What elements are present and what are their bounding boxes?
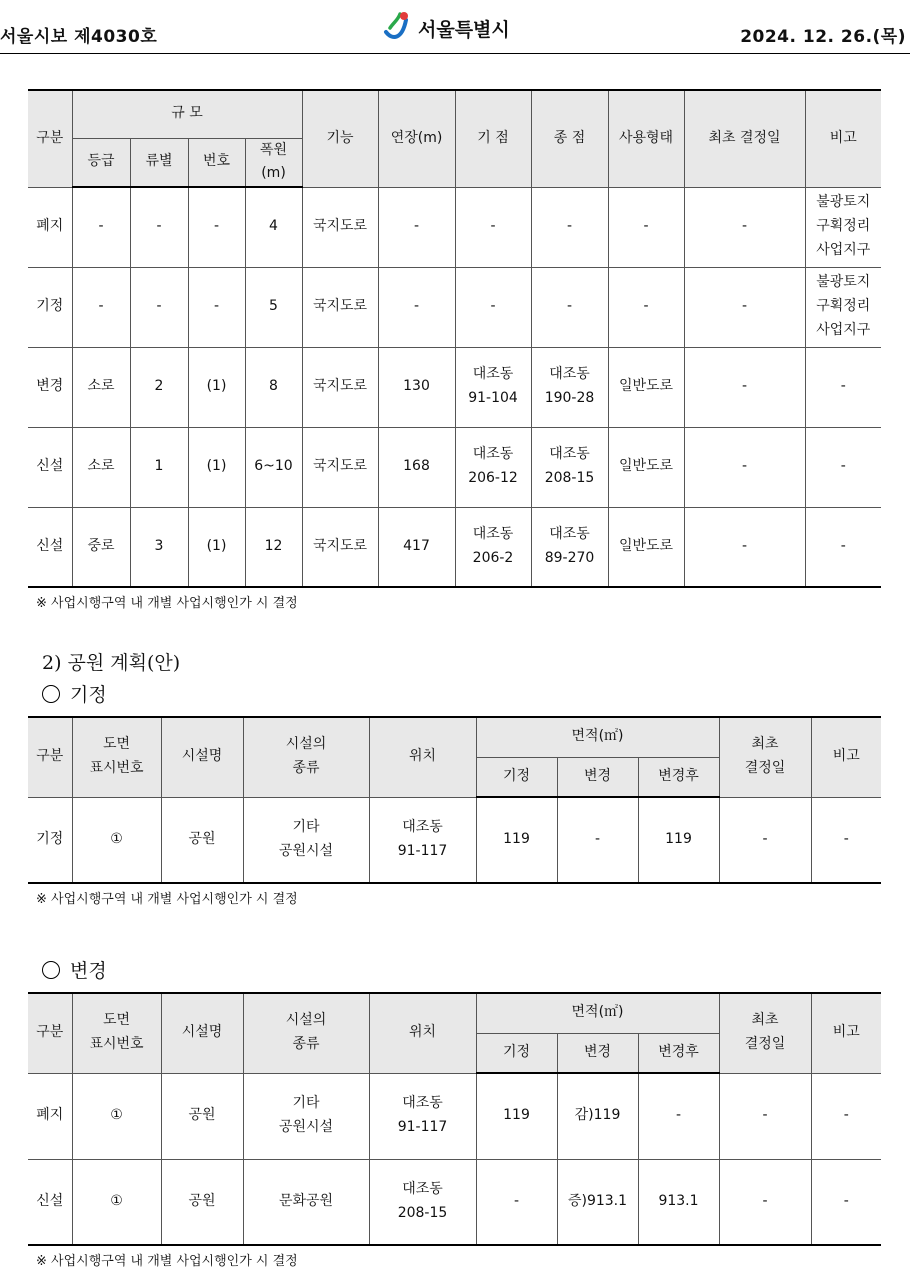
header-drawing-no: 도면 표시번호 bbox=[72, 993, 161, 1073]
table-row bbox=[28, 507, 881, 587]
table-cell: 공원 bbox=[161, 797, 243, 883]
table-cell: 대조동 89-270 bbox=[531, 507, 608, 587]
header-remark: 비고 bbox=[811, 717, 881, 797]
header-length: 연장(m) bbox=[378, 90, 455, 187]
table-cell: - bbox=[811, 1159, 881, 1245]
park-change-note: ※ 사업시행구역 내 개별 사업시행인가 시 결정 bbox=[36, 1254, 298, 1269]
table-cell: 증)913.1 bbox=[557, 1159, 638, 1245]
header-gubun: 구분 bbox=[28, 993, 72, 1073]
park-existing-title-text: 기정 bbox=[70, 684, 107, 706]
header-remark: 비고 bbox=[811, 993, 881, 1073]
header-area: 면적(㎡) bbox=[476, 993, 719, 1033]
table-cell: 일반도로 bbox=[608, 347, 684, 427]
header-facility: 시설명 bbox=[161, 717, 243, 797]
table-cell: 국지도로 bbox=[302, 507, 378, 587]
table-cell: (1) bbox=[188, 507, 245, 587]
header-scale: 규 모 bbox=[72, 90, 302, 138]
table-cell: 기타 공원시설 bbox=[243, 797, 369, 883]
table-cell: 8 bbox=[245, 347, 302, 427]
park-change-table bbox=[28, 992, 881, 1246]
header-first-date: 최초 결정일 bbox=[719, 993, 811, 1073]
table-cell: 국지도로 bbox=[302, 187, 378, 267]
circle-icon bbox=[42, 961, 60, 979]
table-cell: - bbox=[455, 187, 531, 267]
table-cell: ① bbox=[72, 1159, 161, 1245]
park-existing-table bbox=[28, 716, 881, 884]
table-cell: 5 bbox=[245, 267, 302, 347]
table-cell: 중로 bbox=[72, 507, 130, 587]
table-cell: 일반도로 bbox=[608, 507, 684, 587]
table-cell: 대조동 206-12 bbox=[455, 427, 531, 507]
table-row bbox=[28, 187, 881, 267]
table-cell: - bbox=[72, 267, 130, 347]
table-cell: 대조동 208-15 bbox=[531, 427, 608, 507]
table-cell: 폐지 bbox=[28, 187, 72, 267]
bulletin-date: 2024. 12. 26.(목) bbox=[740, 27, 906, 47]
table-cell: 기정 bbox=[28, 267, 72, 347]
table-cell: 대조동 208-15 bbox=[369, 1159, 476, 1245]
seoul-emblem-icon bbox=[380, 10, 414, 46]
table-cell: - bbox=[130, 187, 188, 267]
table-cell: 1 bbox=[130, 427, 188, 507]
header-area-after: 변경후 bbox=[638, 757, 719, 797]
table-cell: 대조동 206-2 bbox=[455, 507, 531, 587]
header-area-change: 변경 bbox=[557, 757, 638, 797]
table-cell: 신설 bbox=[28, 507, 72, 587]
table-cell: 6~10 bbox=[245, 427, 302, 507]
header-area: 면적(㎡) bbox=[476, 717, 719, 757]
header-width: 폭원 (m) bbox=[245, 138, 302, 187]
table-cell: 대조동 190-28 bbox=[531, 347, 608, 427]
table-cell: 130 bbox=[378, 347, 455, 427]
table-cell: 119 bbox=[476, 1073, 557, 1159]
header-location: 위치 bbox=[369, 717, 476, 797]
table-cell: ① bbox=[72, 797, 161, 883]
table-cell: - bbox=[378, 187, 455, 267]
table-cell: - bbox=[684, 347, 805, 427]
table-cell: - bbox=[476, 1159, 557, 1245]
table-cell: - bbox=[811, 797, 881, 883]
header-facility: 시설명 bbox=[161, 993, 243, 1073]
table-cell: 119 bbox=[638, 797, 719, 883]
table-cell: - bbox=[188, 267, 245, 347]
table-cell: 대조동 91-117 bbox=[369, 797, 476, 883]
table-cell: - bbox=[455, 267, 531, 347]
table-cell: 대조동 91-117 bbox=[369, 1073, 476, 1159]
table-cell: 공원 bbox=[161, 1159, 243, 1245]
road-table-note: ※ 사업시행구역 내 개별 사업시행인가 시 결정 bbox=[36, 596, 298, 611]
table-cell: - bbox=[719, 797, 811, 883]
table-cell: 4 bbox=[245, 187, 302, 267]
table-cell: 913.1 bbox=[638, 1159, 719, 1245]
header-gubun: 구분 bbox=[28, 717, 72, 797]
table-cell: - bbox=[608, 187, 684, 267]
table-cell: 소로 bbox=[72, 347, 130, 427]
table-cell: 신설 bbox=[28, 1159, 72, 1245]
table-cell: - bbox=[684, 507, 805, 587]
table-cell: 문화공원 bbox=[243, 1159, 369, 1245]
table-cell: 감)119 bbox=[557, 1073, 638, 1159]
section-title: 2) 공원 계획(안) bbox=[42, 652, 181, 674]
table-cell: - bbox=[811, 1073, 881, 1159]
header-first-date: 최초 결정일 bbox=[719, 717, 811, 797]
table-cell: - bbox=[719, 1159, 811, 1245]
header-end: 종 점 bbox=[531, 90, 608, 187]
table-cell: - bbox=[531, 187, 608, 267]
table-cell: - bbox=[684, 267, 805, 347]
seoul-city-name: 서울특별시 bbox=[418, 18, 510, 41]
table-cell: - bbox=[188, 187, 245, 267]
table-cell: - bbox=[684, 187, 805, 267]
header-first-date: 최초 결정일 bbox=[684, 90, 805, 187]
table-cell: - bbox=[378, 267, 455, 347]
table-row bbox=[28, 347, 881, 427]
header-area-existing: 기정 bbox=[476, 1033, 557, 1073]
header-location: 위치 bbox=[369, 993, 476, 1073]
header-type: 류별 bbox=[130, 138, 188, 187]
header-grade: 등급 bbox=[72, 138, 130, 187]
header-gubun: 구분 bbox=[28, 90, 72, 187]
header-remark: 비고 bbox=[805, 90, 881, 187]
header-kind: 시설의 종류 bbox=[243, 993, 369, 1073]
table-row bbox=[28, 267, 881, 347]
table-cell: - bbox=[719, 1073, 811, 1159]
park-change-title-text: 변경 bbox=[70, 960, 107, 982]
header-divider bbox=[0, 53, 910, 54]
header-usage: 사용형태 bbox=[608, 90, 684, 187]
table-cell: 국지도로 bbox=[302, 347, 378, 427]
table-cell: 국지도로 bbox=[302, 427, 378, 507]
table-cell: 168 bbox=[378, 427, 455, 507]
table-cell: - bbox=[638, 1073, 719, 1159]
table-cell: 일반도로 bbox=[608, 427, 684, 507]
park-existing-title bbox=[42, 680, 107, 707]
table-cell: 기타 공원시설 bbox=[243, 1073, 369, 1159]
table-cell: 공원 bbox=[161, 1073, 243, 1159]
table-cell: - bbox=[72, 187, 130, 267]
table-cell: - bbox=[608, 267, 684, 347]
header-number: 번호 bbox=[188, 138, 245, 187]
table-cell: - bbox=[684, 427, 805, 507]
header-area-change: 변경 bbox=[557, 1033, 638, 1073]
header-function: 기능 bbox=[302, 90, 378, 187]
table-row bbox=[28, 797, 881, 883]
table-cell: 417 bbox=[378, 507, 455, 587]
header-kind: 시설의 종류 bbox=[243, 717, 369, 797]
table-row bbox=[28, 1159, 881, 1245]
park-existing-note: ※ 사업시행구역 내 개별 사업시행인가 시 결정 bbox=[36, 892, 298, 907]
header-area-after: 변경후 bbox=[638, 1033, 719, 1073]
table-cell: - bbox=[805, 427, 881, 507]
table-cell: - bbox=[557, 797, 638, 883]
table-cell: 3 bbox=[130, 507, 188, 587]
seoul-logo bbox=[380, 10, 510, 46]
road-plan-table bbox=[28, 89, 881, 588]
table-cell: - bbox=[531, 267, 608, 347]
table-cell: 신설 bbox=[28, 427, 72, 507]
table-row bbox=[28, 427, 881, 507]
table-cell: 소로 bbox=[72, 427, 130, 507]
table-cell: 기정 bbox=[28, 797, 72, 883]
header-drawing-no: 도면 표시번호 bbox=[72, 717, 161, 797]
table-cell: (1) bbox=[188, 427, 245, 507]
table-cell: 변경 bbox=[28, 347, 72, 427]
table-cell: - bbox=[805, 347, 881, 427]
table-cell: 국지도로 bbox=[302, 267, 378, 347]
table-cell: 119 bbox=[476, 797, 557, 883]
table-cell: - bbox=[805, 507, 881, 587]
table-row bbox=[28, 1073, 881, 1159]
header-area-existing: 기정 bbox=[476, 757, 557, 797]
table-cell: 폐지 bbox=[28, 1073, 72, 1159]
table-cell: 2 bbox=[130, 347, 188, 427]
table-cell: 대조동 91-104 bbox=[455, 347, 531, 427]
table-cell: 불광토지 구획정리 사업지구 bbox=[805, 267, 881, 347]
circle-icon bbox=[42, 685, 60, 703]
table-cell: ① bbox=[72, 1073, 161, 1159]
road-table-body bbox=[28, 187, 881, 587]
table-cell: 12 bbox=[245, 507, 302, 587]
header-start: 기 점 bbox=[455, 90, 531, 187]
table-cell: - bbox=[130, 267, 188, 347]
park-change-title bbox=[42, 956, 107, 983]
table-cell: 불광토지 구획정리 사업지구 bbox=[805, 187, 881, 267]
table-cell: (1) bbox=[188, 347, 245, 427]
bulletin-issue: 서울시보 제4030호 bbox=[0, 27, 158, 47]
